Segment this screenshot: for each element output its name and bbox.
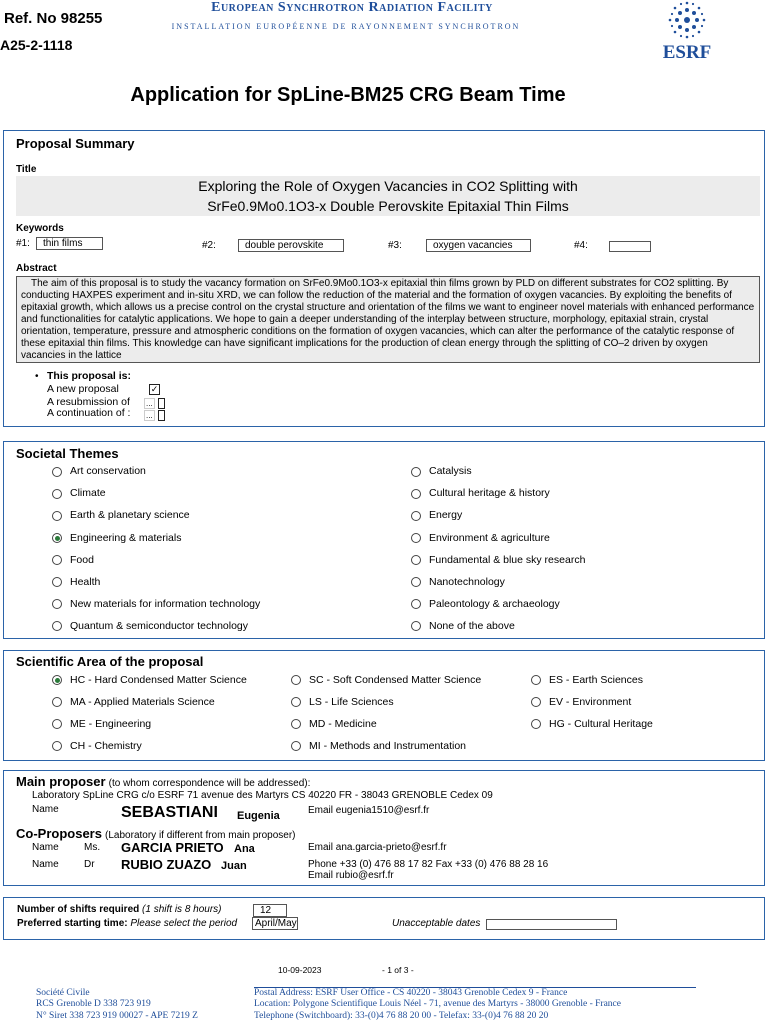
continuation-label: A continuation of :	[47, 407, 131, 419]
esrf-logo	[648, 0, 726, 64]
proposal-code: A25-2-1118	[0, 37, 73, 53]
keyword-4-field[interactable]	[609, 241, 651, 252]
co-proposers-label: Co-Proposers	[16, 826, 102, 841]
keyword-1-label: #1:	[16, 238, 30, 249]
main-proposer-lastname: SEBASTIANI	[121, 804, 218, 821]
area-label: HC - Hard Condensed Matter Science	[70, 674, 247, 686]
new-proposal-label: A new proposal	[47, 383, 119, 395]
theme-label: Art conservation	[70, 465, 146, 477]
footer-company-type: Société Civile	[36, 988, 90, 998]
area-radio-selected[interactable]	[52, 675, 62, 685]
theme-radio[interactable]	[52, 511, 62, 521]
theme-radio[interactable]	[52, 599, 62, 609]
area-label: MD - Medicine	[309, 718, 377, 730]
abstract-field[interactable]: The aim of this proposal is to study the vacancy formation on SrFe0.9Mo0.1O3-x epitaxial thin films grown by PLD on different substrates for CO2 splitting. By conducting HAXPES experiment and in-situ XRD, we can follow the reduction of the material and the formation of oxygen vacancies. By exploiting the benefits of epitaxial growth, which allows us a precise control on the crystal structure and orientation of the films we want to engineer novel materials with enhanced performance and functionalities for catalytic applications. We hope to gain a deeper understanding of the interplay between structure, morphology, epitaxial strain, crystal orientation, temperature, pressure and atmospheric conditions on the formation of oxygen vacancies, which can alter the performance of the catalytic response of these epitaxial thin films. This knowledge can have significant implications for the production of clean energy through the splitting of CO–2 driven by oxygen vacancies in the lattice	[16, 276, 760, 363]
area-radio[interactable]	[531, 697, 541, 707]
theme-radio[interactable]	[411, 599, 421, 609]
resubmission-checkbox[interactable]	[158, 398, 165, 409]
unacceptable-dates-input[interactable]	[486, 919, 617, 930]
footer-rcs: RCS Grenoble D 338 723 919	[36, 999, 151, 1009]
co-proposers-note: (Laboratory if different from main proposer)	[105, 830, 296, 841]
keywords-label: Keywords	[16, 223, 64, 234]
theme-radio[interactable]	[411, 533, 421, 543]
abstract-label: Abstract	[16, 263, 57, 274]
theme-label: New materials for information technology	[70, 598, 261, 610]
area-radio[interactable]	[291, 675, 301, 685]
area-label: ES - Earth Sciences	[549, 674, 643, 686]
esrf-logo-mark-icon	[648, 0, 726, 64]
footer-page-number: - 1 of 3 -	[382, 965, 414, 975]
co-proposer-1-lastname: GARCIA PRIETO	[121, 840, 224, 855]
co-proposer-2-email: Email rubio@esrf.fr	[308, 870, 394, 881]
main-proposer-label: Main proposer	[16, 774, 106, 789]
societal-themes-panel	[3, 441, 765, 639]
theme-label: Catalysis	[429, 465, 472, 477]
co-proposers-heading	[16, 826, 296, 841]
title-field[interactable]	[16, 176, 760, 216]
shifts-heading	[17, 904, 222, 915]
co-proposer-2-lastname: RUBIO ZUAZO	[121, 857, 212, 872]
area-radio[interactable]	[531, 675, 541, 685]
theme-radio[interactable]	[411, 555, 421, 565]
resubmission-field[interactable]: ...	[146, 399, 153, 408]
shifts-panel	[3, 897, 765, 940]
main-proposer-note: (to whom correspondence will be addressed):	[108, 778, 311, 789]
theme-radio-selected[interactable]	[52, 533, 62, 543]
shifts-label: Number of shifts required	[17, 904, 140, 915]
area-radio[interactable]	[291, 719, 301, 729]
theme-label: Earth & planetary science	[70, 509, 190, 521]
theme-label: Nanotechnology	[429, 576, 505, 588]
unacceptable-dates-label: Unacceptable dates	[392, 918, 481, 929]
theme-radio[interactable]	[52, 621, 62, 631]
theme-label: Engineering & materials	[70, 532, 182, 544]
theme-label: Environment & agriculture	[429, 532, 550, 544]
co-proposer-2-firstname: Juan	[221, 860, 247, 872]
theme-label: Health	[70, 576, 101, 588]
proposal-summary-panel	[3, 130, 765, 427]
area-label: ME - Engineering	[70, 718, 152, 730]
title-line-1: Exploring the Role of Oxygen Vacancies in CO2 Splitting with	[198, 178, 578, 194]
start-heading	[17, 918, 237, 929]
footer-postal-address: Postal Address: ESRF User Office - CS 40220 - 38043 Grenoble Cedex 9 - France	[254, 988, 568, 998]
title-line-2: SrFe0.9Mo0.1O3-x Double Perovskite Epitaxial Thin Films	[207, 198, 569, 214]
theme-radio[interactable]	[52, 467, 62, 477]
area-label: LS - Life Sciences	[309, 696, 394, 708]
new-proposal-checkbox[interactable]: ✓	[150, 384, 159, 394]
page-title: Application for SpLine-BM25 CRG Beam Time	[130, 84, 566, 106]
co-proposer-2-title: Dr	[84, 859, 95, 870]
proposal-status-bullet: •	[35, 371, 39, 382]
area-label: MA - Applied Materials Science	[70, 696, 215, 708]
theme-radio[interactable]	[411, 489, 421, 499]
keyword-1-field[interactable]: thin films	[36, 237, 103, 250]
esrf-logo-text: ESRF	[662, 42, 712, 63]
theme-radio[interactable]	[411, 467, 421, 477]
footer-location: Location: Polygone Scientifique Louis Néel - 71, avenue des Martyrs - 38000 Grenoble - France	[254, 999, 621, 1009]
theme-label: Cultural heritage & history	[429, 487, 550, 499]
main-proposer-name-label: Name	[32, 804, 59, 815]
keyword-3-field[interactable]: oxygen vacancies	[426, 239, 531, 252]
co-proposer-1-firstname: Ana	[234, 843, 255, 855]
area-label: MI - Methods and Instrumentation	[309, 740, 466, 752]
co-proposer-1-email: Email ana.garcia-prieto@esrf.fr	[308, 842, 447, 853]
footer-date: 10-09-2023	[278, 965, 322, 975]
area-radio[interactable]	[291, 741, 301, 751]
title-label: Title	[16, 164, 37, 175]
theme-label: Quantum & semiconductor technology	[70, 620, 249, 632]
facility-name: European Synchrotron Radiation Facility	[211, 0, 493, 15]
co-proposer-2-phone: Phone +33 (0) 476 88 17 82 Fax +33 (0) 476 88 28 16	[308, 859, 549, 870]
theme-label: Energy	[429, 509, 463, 521]
main-proposer-firstname: Eugenia	[237, 810, 280, 822]
theme-radio[interactable]	[411, 511, 421, 521]
theme-radio[interactable]	[411, 621, 421, 631]
scientific-area-panel	[3, 650, 765, 761]
area-radio[interactable]	[531, 719, 541, 729]
start-label: Preferred starting time:	[17, 918, 128, 929]
scientific-area-title: Scientific Area of the proposal	[16, 654, 204, 669]
area-label: SC - Soft Condensed Matter Science	[309, 674, 482, 686]
area-radio[interactable]	[52, 741, 62, 751]
main-proposer-email: Email eugenia1510@esrf.fr	[308, 805, 430, 816]
area-label: EV - Environment	[549, 696, 632, 708]
area-label: HG - Cultural Heritage	[549, 718, 653, 730]
reference-number: Ref. No 98255	[4, 10, 103, 27]
theme-radio[interactable]	[52, 489, 62, 499]
footer-siret: N° Siret 338 723 919 00027 - APE 7219 Z	[36, 1011, 198, 1021]
keyword-2-field[interactable]: double perovskite	[238, 239, 344, 252]
co-proposer-1-title: Ms.	[84, 842, 101, 853]
proposal-status-label: This proposal is:	[47, 370, 132, 382]
theme-label: Paleontology & archaeology	[429, 598, 560, 610]
keyword-4-label: #4:	[574, 240, 588, 251]
keyword-3-label: #3:	[388, 240, 402, 251]
keyword-2-label: #2:	[202, 240, 216, 251]
theme-label: Climate	[70, 487, 106, 499]
facility-subtitle: INSTALLATION EUROPÉENNE DE RAYONNEMENT SYNCHROTRON	[171, 22, 521, 31]
theme-radio[interactable]	[52, 555, 62, 565]
start-period-select[interactable]: April/May	[252, 917, 298, 930]
main-proposer-address: Laboratory SpLine CRG c/o ESRF 71 avenue des Martyrs CS 40220 FR - 38043 GRENOBLE Cedex 09	[32, 790, 493, 801]
theme-label: Food	[70, 554, 94, 566]
resubmission-label: A resubmission of	[47, 396, 130, 408]
co-proposer-2-name-label: Name	[32, 859, 59, 870]
societal-themes-title: Societal Themes	[16, 446, 119, 461]
shifts-input[interactable]: 12	[253, 904, 287, 917]
proposal-summary-title: Proposal Summary	[16, 136, 135, 151]
area-radio[interactable]	[52, 697, 62, 707]
shifts-note: (1 shift is 8 hours)	[142, 904, 222, 915]
area-label: CH - Chemistry	[70, 740, 142, 752]
theme-label: Fundamental & blue sky research	[429, 554, 586, 566]
area-radio[interactable]	[291, 697, 301, 707]
co-proposer-1-name-label: Name	[32, 842, 59, 853]
theme-radio[interactable]	[52, 577, 62, 587]
footer-telephone: Telephone (Switchboard): 33-(0)4 76 88 20 00 - Telefax: 33-(0)4 76 88 20 20	[254, 1011, 549, 1021]
theme-radio[interactable]	[411, 577, 421, 587]
continuation-field[interactable]: ...	[146, 411, 153, 420]
continuation-checkbox[interactable]	[158, 410, 165, 421]
theme-label: None of the above	[429, 620, 515, 632]
area-radio[interactable]	[52, 719, 62, 729]
start-note: Please select the period	[130, 918, 238, 929]
main-proposer-heading	[16, 774, 310, 789]
proposers-panel	[3, 770, 765, 886]
